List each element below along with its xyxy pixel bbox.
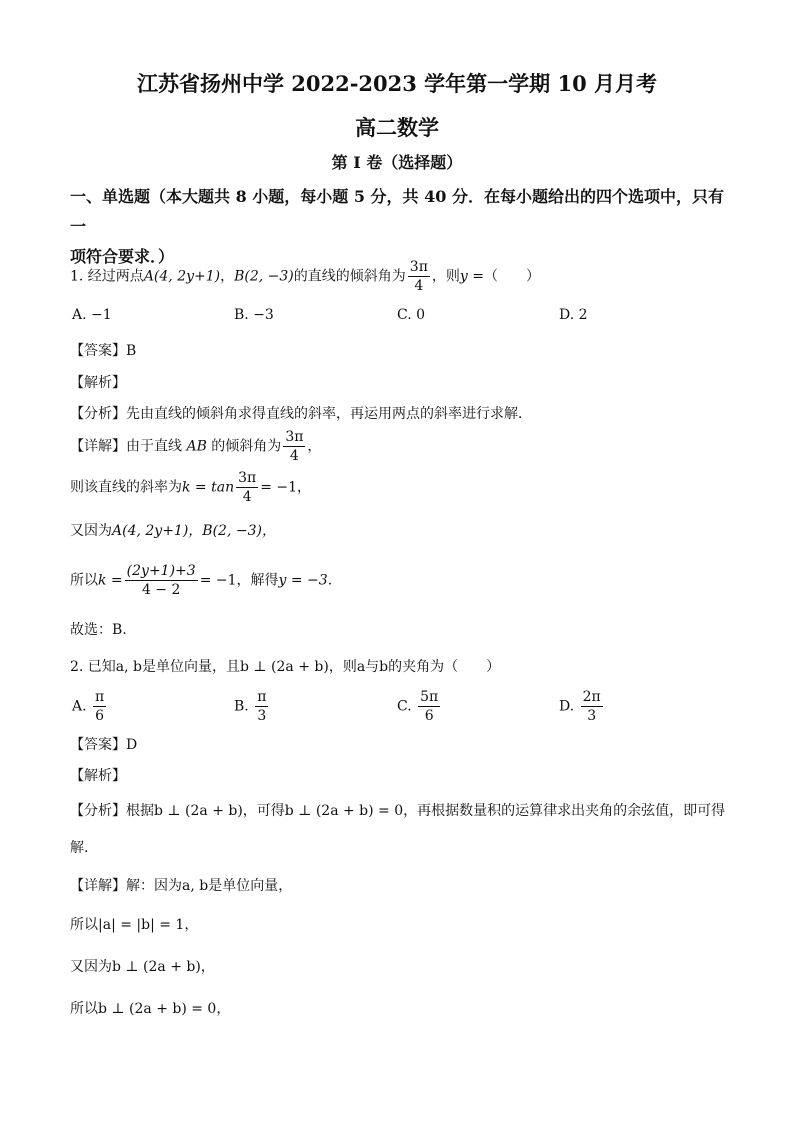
q1-point-a: A(4, 2y+1) (143, 268, 221, 285)
q2-line-2: 又因为b ⊥ (2a + b)， (70, 959, 215, 975)
q1-fenxi: 【分析】先由直线的倾斜角求得直线的斜率，再运用两点的斜率进行求解． (70, 406, 532, 422)
q2-option-c-den: 6 (424, 708, 434, 724)
q1-so-end: . (327, 572, 333, 589)
q2-option-b-frac (255, 688, 268, 725)
q1-so-b: = −1，解得 (199, 572, 279, 589)
q1-slope-b: = −1， (260, 479, 312, 496)
q2-option-a (72, 688, 108, 725)
q2-option-d (559, 688, 605, 725)
q1-answer: 【答案】B (70, 343, 137, 359)
q1-option-d: D. 2 (559, 307, 588, 323)
q1-slope (70, 469, 311, 506)
q2-option-c-frac (418, 688, 440, 725)
exam-title: 江苏省扬州中学 2022-2023 学年第一学期 10 月月考 (136, 71, 658, 96)
q1-text-c: ，则 (431, 268, 460, 285)
q1-again-points: A(4, 2y+1)，B(2, −3)， (112, 523, 276, 539)
q2-stem: 2. 已知a, b是单位向量，且b ⊥ (2a + b)，则a与b的夹角为（ ） (70, 659, 501, 675)
q2-option-b-num: π (257, 689, 267, 705)
exam-subject: 高二数学 (355, 115, 439, 140)
q1-option-a: A. −1 (72, 307, 112, 323)
section-heading-line1: 一、单选题（本大题共 8 小题，每小题 5 分，共 40 分．在每小题给出的四个选项中，只有一 (70, 187, 724, 236)
q2-option-a-frac (93, 688, 106, 725)
q1-so-k: k = (98, 572, 123, 589)
q1-slope-angle-den: 4 (242, 489, 252, 505)
q2-option-b-den: 3 (257, 708, 267, 724)
q2-analysis: 【解析】 (70, 768, 126, 784)
q1-detail-angle-den: 4 (289, 448, 299, 464)
q2-option-c-label: C. (397, 698, 412, 715)
q1-option-c: C. 0 (397, 307, 426, 323)
q2-answer: 【答案】D (70, 737, 138, 753)
q2-option-a-num: π (95, 689, 105, 705)
q1-detail (70, 428, 321, 465)
q2-detail: 【详解】解：因为a, b是单位向量， (70, 878, 293, 894)
q1-so-a: 所以 (70, 572, 98, 589)
q2-option-c-num: 5π (420, 689, 439, 705)
q2-line-3: 所以b ⊥ (2a + b) = 0， (70, 1001, 231, 1017)
q1-stem (70, 258, 540, 295)
q1-text-b: 的直线的倾斜角为 (293, 268, 406, 285)
q2-option-c (397, 688, 442, 725)
q1-so-y: y = −3 (278, 572, 328, 589)
q1-var: y = (459, 268, 484, 285)
q1-slope-angle-num: 3π (238, 470, 257, 486)
q1-option-b: B. −3 (234, 307, 274, 323)
q1-angle-den: 4 (414, 278, 424, 294)
q1-detail-b: 的倾斜角为 (206, 438, 282, 455)
q2-option-a-label: A. (72, 698, 87, 715)
q1-detail-end: ， (307, 438, 322, 455)
q1-choose: 故选：B. (70, 622, 127, 638)
q1-so-frac (125, 562, 198, 599)
q2-option-d-label: D. (559, 698, 575, 715)
q1-so-den: 4 − 2 (141, 582, 181, 598)
q1-detail-angle-num: 3π (285, 429, 304, 445)
section-heading-line2: 项符合要求．） (70, 247, 175, 266)
q2-option-d-den: 3 (587, 708, 597, 724)
q1-again (70, 520, 276, 540)
q1-slope-k: k = tan (182, 479, 235, 496)
exam-volume: 第 I 卷（选择题） (331, 153, 463, 172)
q1-angle-num: 3π (409, 259, 428, 275)
q1-again-text: 又因为 (70, 523, 112, 539)
q2-fenxi-line2: 解. (70, 840, 89, 856)
q1-analysis: 【解析】 (70, 375, 126, 391)
q1-detail-a: 【详解】由于直线 (70, 438, 187, 455)
q1-so-num: (2y+1)+3 (126, 563, 196, 579)
q1-text-a: 1. 经过两点 (70, 268, 144, 285)
q2-option-d-frac (581, 688, 603, 725)
q1-detail-angle (283, 428, 305, 465)
q1-slope-a: 则该直线的斜率为 (70, 479, 182, 496)
q2-line-1: 所以|a| = |b| = 1， (70, 917, 199, 933)
q1-detail-ab: AB (186, 438, 207, 455)
q1-so (70, 562, 332, 599)
q2-option-d-num: 2π (582, 689, 601, 705)
q2-fenxi-line1: 【分析】根据b ⊥ (2a + b)，可得b ⊥ (2a + b) = 0，再根据数量积的运算律求出夹角的余弦值，即可得 (70, 803, 726, 819)
q1-angle (408, 258, 430, 295)
q1-sep: ， (220, 268, 235, 285)
q2-option-a-den: 6 (95, 708, 105, 724)
q1-point-b: B(2, −3) (234, 268, 294, 285)
q1-slope-angle (236, 469, 258, 506)
q1-paren: （ ） (483, 268, 540, 285)
q2-option-b-label: B. (234, 698, 249, 715)
q2-option-b (234, 688, 270, 725)
